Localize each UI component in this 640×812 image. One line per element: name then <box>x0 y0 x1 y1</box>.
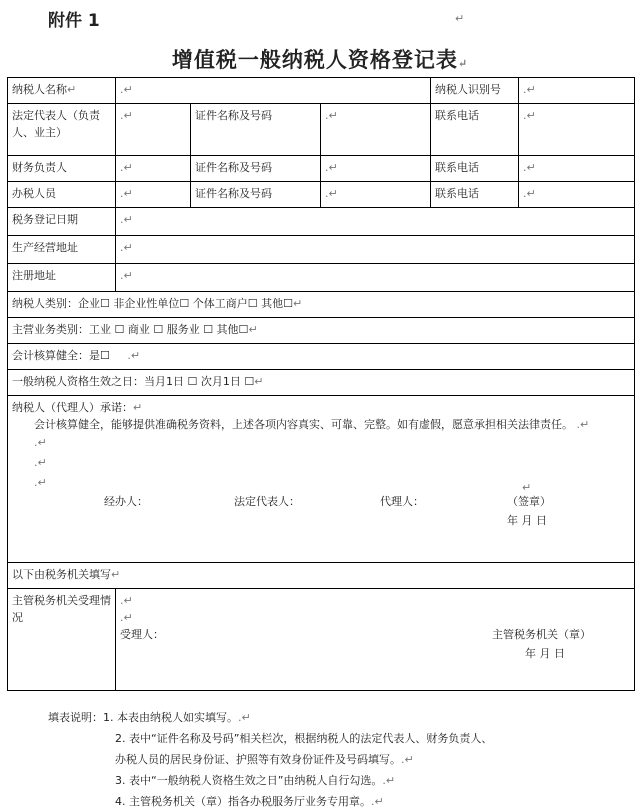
note-2: 2. 表中“证件名称及号码”相关栏次，根据纳税人的法定代表人、财务负责人、 <box>115 732 493 745</box>
note-1: 填表说明：1. 本表由纳税人如实填写。.↵ <box>48 711 251 724</box>
tax-officer-phone-label: 联系电话 <box>431 182 519 208</box>
accounting-row[interactable]: 会计核算健全：是☐ .↵ <box>8 344 635 370</box>
tax-officer-id-field[interactable]: .↵ <box>321 182 431 208</box>
taxpayer-id-label: 纳税人识别号 <box>431 78 519 104</box>
agent-label: 代理人： <box>380 495 424 508</box>
legal-rep-id-label: 证件名称及号码 <box>191 104 321 156</box>
reg-address-field[interactable]: .↵ <box>116 264 635 292</box>
seal-label: （签章） <box>507 495 551 508</box>
commitment-section <box>8 396 635 563</box>
commitment-title: 纳税人（代理人）承诺：↵ <box>12 401 143 414</box>
registration-form <box>7 77 635 691</box>
commitment-text: 会计核算健全，能够提供准确税务资料，上述各项内容真实、可靠、完整。如有虚假，愿意承担相关法律责任。 .↵ <box>34 418 590 431</box>
authority-fill-note: 以下由税务机关填写↵ <box>8 563 635 589</box>
reg-date-label: 税务登记日期 <box>8 208 116 236</box>
finance-head-field[interactable]: .↵ <box>116 156 191 182</box>
receiver-label: 受理人： <box>120 628 164 641</box>
taxpayer-name-field[interactable]: .↵ <box>116 78 431 104</box>
tax-officer-phone-field[interactable]: .↵ <box>519 182 635 208</box>
authority-date-label: 年 月 日 <box>525 647 565 660</box>
finance-head-phone-field[interactable]: .↵ <box>519 156 635 182</box>
attachment-label: 附件 1 <box>48 11 100 31</box>
page-title <box>0 44 640 74</box>
legal-rep-phone-field[interactable]: .↵ <box>519 104 635 156</box>
legal-rep-phone-label: 联系电话 <box>431 104 519 156</box>
main-business-row[interactable]: 主营业务类别：工业 ☐ 商业 ☐ 服务业 ☐ 其他☐↵ <box>8 318 635 344</box>
legal-rep-sign-label: 法定代表人： <box>234 495 300 508</box>
note-4: 4. 主管税务机关（章）指各办税服务厅业务专用章。.↵ <box>115 795 384 808</box>
note-2b: 办税人员的居民身份证、护照等有效身份证件及号码填写。.↵ <box>115 753 414 766</box>
biz-address-field[interactable]: .↵ <box>116 236 635 264</box>
authority-label: 主管税务机关受理情况 <box>8 589 116 691</box>
filling-notes <box>48 707 492 812</box>
legal-rep-id-field[interactable]: .↵ <box>321 104 431 156</box>
legal-rep-field[interactable]: .↵ <box>116 104 191 156</box>
biz-address-label: 生产经营地址 <box>8 236 116 264</box>
title-mark: ↵ <box>457 57 469 70</box>
legal-rep-label: 法定代表人（负责人、业主） <box>8 104 116 156</box>
effective-date-row[interactable]: 一般纳税人资格生效之日：当月1日 ☐ 次月1日 ☐↵ <box>8 370 635 396</box>
signature-mark: ↵ <box>522 481 532 494</box>
paragraph-mark: ↵ <box>455 12 465 25</box>
taxpayer-name-label: 纳税人名称↵ <box>8 78 116 104</box>
finance-head-label: 财务负责人 <box>8 156 116 182</box>
tax-officer-id-label: 证件名称及号码 <box>191 182 321 208</box>
tax-officer-label: 办税人员 <box>8 182 116 208</box>
date-label: 年 月 日 <box>507 514 547 527</box>
authority-section[interactable]: .↵ .↵ 受理人： 主管税务机关（章） 年 月 日 <box>116 589 635 691</box>
finance-head-id-label: 证件名称及号码 <box>191 156 321 182</box>
title-text: 增值税一般纳税人资格登记表 <box>171 47 458 72</box>
handler-label: 经办人： <box>104 495 148 508</box>
finance-head-id-field[interactable]: .↵ <box>321 156 431 182</box>
authority-seal-label: 主管税务机关（章） <box>492 628 591 641</box>
tax-officer-field[interactable]: .↵ <box>116 182 191 208</box>
reg-address-label: 注册地址 <box>8 264 116 292</box>
taxpayer-id-field[interactable]: .↵ <box>519 78 635 104</box>
taxpayer-type-row[interactable]: 纳税人类别：企业☐ 非企业性单位☐ 个体工商户☐ 其他☐↵ <box>8 292 635 318</box>
reg-date-field[interactable]: .↵ <box>116 208 635 236</box>
finance-head-phone-label: 联系电话 <box>431 156 519 182</box>
signature-block <box>12 481 630 531</box>
blank-lines: .↵ .↵ .↵ <box>34 436 47 489</box>
note-3: 3. 表中“一般纳税人资格生效之日”由纳税人自行勾选。.↵ <box>115 774 396 787</box>
